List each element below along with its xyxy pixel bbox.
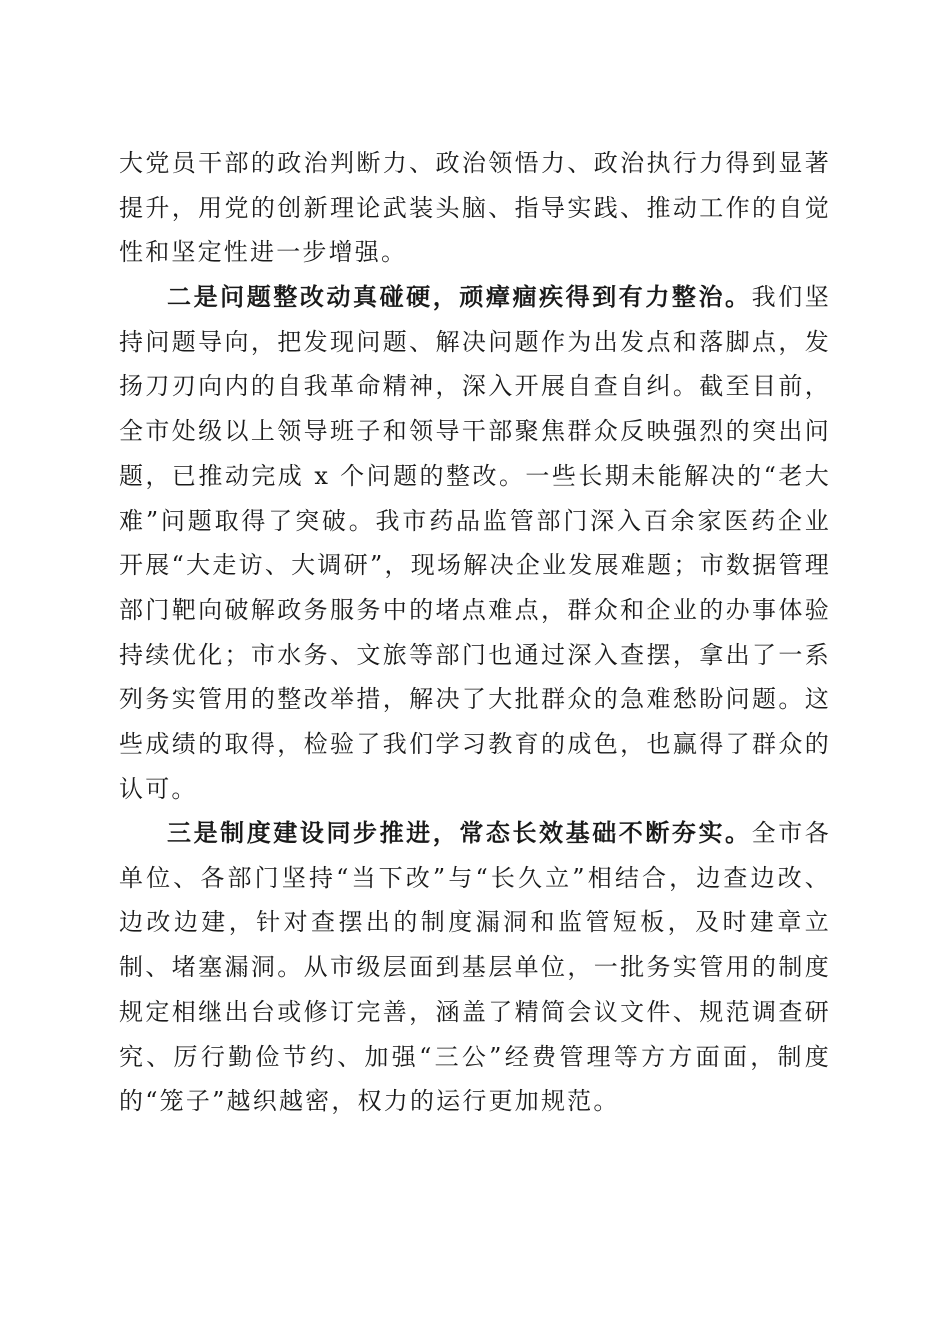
paragraph-2-body: 我们坚持问题导向，把发现问题、解决问题作为出发点和落脚点，发扬刀刃向内的自我革命精神，深入开展自查自纠。截至目前，全市处级以上领导班子和领导干部聚焦群众反映强烈的突出问题，已推动完成 x 个问题的整改。一些长期未能解决的“老大难”问题取得了突破。我市药品监管部门深入百余家医药企业开展“大走访、大调研”，现场解决企业发展难题；市数据管理部门靶向破解政务服务中的堵点难点，群众和企业的办事体验持续优化；市水务、文旅等部门也通过深入查摆，拿出了一系列务实管用的整改举措，解决了大批群众的急难愁盼问题。这些成绩的取得，检验了我们学习教育的成色，也赢得了群众的认可。 (119, 283, 831, 803)
paragraph-3-body: 全市各单位、各部门坚持“当下改”与“长久立”相结合，边查边改、边改边建，针对查摆出的制度漏洞和监管短板，及时建章立制、堵塞漏洞。从市级层面到基层单位，一批务实管用的制度规定相继出台或修订完善，涵盖了精简会议文件、规范调查研究、厉行勤俭节约、加强“三公”经费管理等方方面面，制度的“笼子”越织越密，权力的运行更加规范。 (119, 819, 831, 1116)
paragraph-1-body: 大党员干部的政治判断力、政治领悟力、政治执行力得到显著提升，用党的创新理论武装头脑、指导实践、推动工作的自觉性和坚定性进一步增强。 (119, 149, 831, 267)
paragraph-problem-rectification (119, 275, 831, 811)
paragraph-continuation (119, 141, 831, 275)
paragraph-2-lead: 二是问题整改动真碰硬，顽瘴痼疾得到有力整治。 (167, 282, 752, 311)
paragraph-institution-building (119, 811, 831, 1124)
paragraph-3-lead: 三是制度建设同步推进，常态长效基础不断夯实。 (167, 818, 752, 847)
